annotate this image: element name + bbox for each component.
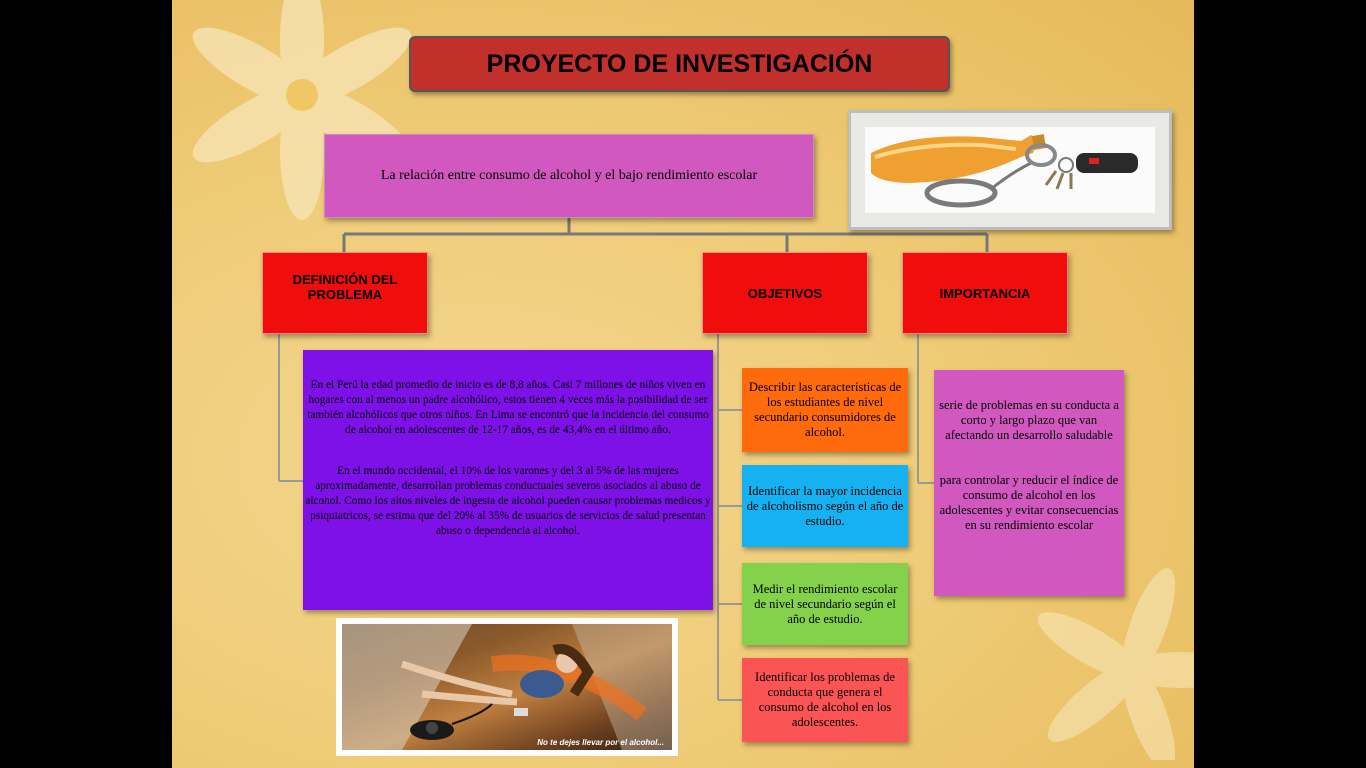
header-objetivos-label: OBJETIVOS — [747, 285, 823, 301]
objective-box-1 — [742, 368, 908, 452]
photo-caption: No te dejes llevar por el alcohol... — [537, 738, 664, 747]
objective-text-4: Identificar los problemas de conducta que genera el consumo de alcohol en los adolescentes. — [755, 670, 895, 729]
definition-box — [303, 350, 713, 610]
objective-text-2: Identificar la mayor incidencia de alcoholismo según el año de estudio. — [746, 483, 904, 528]
girl-telephone-image — [342, 624, 672, 750]
page-title: PROYECTO DE INVESTIGACIÓN — [409, 36, 950, 92]
objective-text-1: Describir las características de los estudiantes de nivel secundario consumidores de alcohol. — [748, 380, 902, 439]
objective-box-2 — [742, 465, 908, 547]
alcohol-handcuffs-photo — [848, 110, 1172, 230]
definition-paragraph-1: En el Perú la edad promedio de inicio es de 8,8 años. Casi 7 millones de niños viven en hogares con al menos un padre alcohólico, estos tienen 4 veces más la posibilidad de ser también alcohólicos que otros niños. En Lima se encontró que la incidencia del consumo de alcohol en adolescentes de 12-17 años, es de 43,4% en el último año. — [307, 379, 709, 436]
alcohol-handcuffs-image — [851, 113, 1169, 227]
slide — [172, 0, 1194, 768]
topic-box: La relación entre consumo de alcohol y el bajo rendimiento escolar — [324, 134, 814, 218]
header-importancia — [902, 252, 1068, 334]
header-definicion-label: DEFINICIÓN DEL PROBLEMA — [292, 272, 398, 302]
header-objetivos — [702, 252, 868, 334]
girl-telephone-illustration — [342, 624, 672, 750]
importance-paragraph-1: serie de problemas en su conducta a corto y largo plazo que van afectando un desarrollo saludable — [939, 398, 1119, 442]
objective-text-3: Medir el rendimiento escolar de nivel secundario según el año de estudio. — [752, 581, 898, 626]
header-importancia-label: IMPORTANCIA — [939, 285, 1031, 301]
girl-telephone-photo — [336, 618, 678, 756]
definition-paragraph-2: En el mundo occidental, el 10% de los varones y del 3 al 5% de las mujeres aproximadamente, desarrollan problemas conductuales severos asociados al abuso de alcohol. Como los altos niveles de ingesta de alcohol pueden causar problemas medicos y psiquiatricos, se estima que del 20% al 35% de usuarios de servicios de salud presentan abuso o dependencia al alcohol. — [305, 465, 711, 537]
objective-box-3 — [742, 563, 908, 645]
objective-box-4 — [742, 658, 908, 742]
importance-paragraph-2: para controlar y reducir el índice de consumo de alcohol en los adolescentes y evitar consecuencias en su rendimiento escolar — [939, 473, 1119, 532]
importance-box — [934, 370, 1124, 596]
header-definicion — [262, 252, 428, 334]
